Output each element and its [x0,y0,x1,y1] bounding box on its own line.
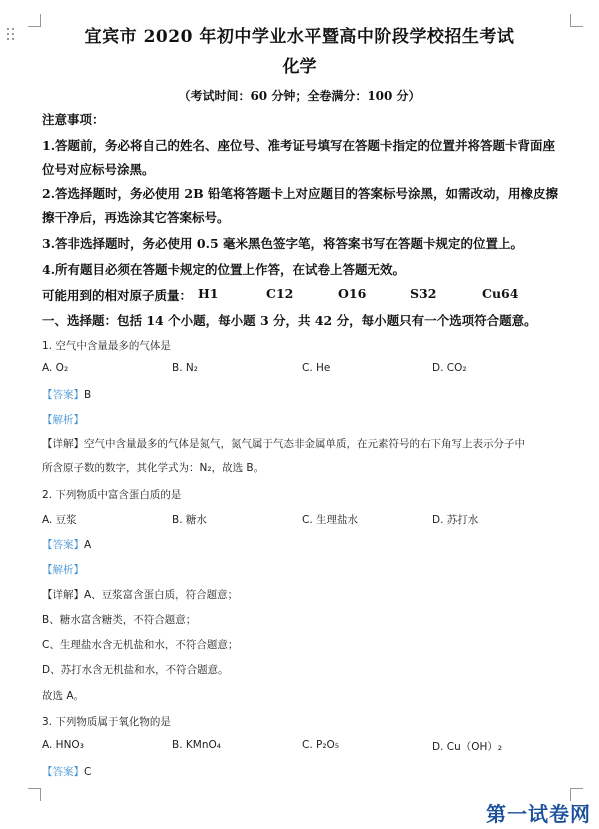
q2-analysis-tag: 【解析】 [42,564,84,576]
q2-option-a: A. 豆浆 [42,514,77,526]
detail-tag: 【详解】 [42,589,84,601]
q3-option-c: C. P₂O₅ [302,739,340,751]
q2-answer [42,537,91,552]
q3-option-a: A. HNO₃ [42,739,84,751]
watermark-logo: 第一试卷网 [486,802,591,826]
notes-heading: 注意事项： [42,112,105,127]
mass-c: C12 [266,286,294,301]
q1-answer-value: B [84,389,92,401]
q2-conclusion: 故选 A。 [42,690,85,702]
note-1-line-1: 1.答题前，务必将自己的姓名、座位号、准考证号填写在答题卡指定的位置并将答题卡背面座 [42,138,556,153]
detail-tag: 【详解】 [42,438,84,450]
note-2-line-1: 2.答选择题时，务必使用 2B 铅笔将答题卡上对应题目的答案标号涂黑，如需改动，用橡皮擦 [42,186,559,201]
note-4: 4.所有题目必须在答题卡规定的位置上作答，在试卷上答题无效。 [42,262,406,277]
q1-answer [42,387,91,402]
q2-option-c: C. 生理盐水 [302,514,359,526]
q1-option-d: D. CO₂ [432,362,467,374]
q3-answer [42,764,91,779]
mass-s: S32 [410,286,437,301]
subject-title: 化学 [282,57,317,77]
q1-stem: 1. 空气中含量最多的气体是 [42,340,171,352]
q1-option-a: A. O₂ [42,362,69,374]
q1-detail-line-1 [42,436,525,451]
answer-tag: 【答案】 [42,766,84,778]
q2-detail-line-1 [42,587,238,602]
q1-detail-line-2: 所含原子数的数字，其化学式为：N₂，故选 B。 [42,462,265,474]
note-1-line-2: 位号对应标号涂黑。 [42,162,155,177]
atomic-masses [42,286,192,304]
q3-answer-value: C [84,766,92,778]
section-heading: 一、选择题：包括 14 个小题，每小题 3 分，共 42 分，每小题只有一个选项符合题意。 [42,313,537,328]
note-3: 3.答非选择题时，务必使用 0.5 毫米黑色签字笔，将答案书写在答题卡规定的位置上。 [42,236,524,251]
q1-detail-text: 空气中含量最多的气体是氮气，氮气属于气态非金属单质，在元素符号的右下角写上表示分子中 [84,438,525,450]
answer-tag: 【答案】 [42,389,84,401]
q2-option-d: D. 苏打水 [432,514,479,526]
mass-o: O16 [338,286,367,301]
q3-stem: 3. 下列物质属于氧化物的是 [42,716,171,728]
q1-option-b: B. N₂ [172,362,198,374]
q2-stem: 2. 下列物质中富含蛋白质的是 [42,489,182,501]
exam-info: （考试时间：60 分钟；全卷满分：100 分） [178,89,421,103]
q2-answer-value: A [84,539,92,551]
q3-option-b: B. KMnO₄ [172,739,221,751]
note-2-line-2: 擦干净后，再选涂其它答案标号。 [42,210,230,225]
atomic-masses-label: 可能用到的相对原子质量： [42,288,193,303]
q1-analysis-tag: 【解析】 [42,414,84,426]
q3-option-d: D. Cu（OH）₂ [432,741,503,753]
q2-option-b: B. 糖水 [172,514,207,526]
mass-cu: Cu64 [482,286,519,301]
q2-detail-text: A、豆浆富含蛋白质，符合题意； [84,589,239,601]
q2-detail-line-b: B、糖水富含糖类，不符合题意； [42,614,197,626]
q1-option-c: C. He [302,362,331,374]
exam-title: 宜宾市 2020 年初中学业水平暨高中阶段学校招生考试 [84,27,515,47]
q2-detail-line-d: D、苏打水含无机盐和水，不符合题意。 [42,664,229,676]
crop-mark-bottom-left [28,788,41,801]
q2-detail-line-c: C、生理盐水含无机盐和水，不符合题意； [42,639,239,651]
mass-h: H1 [198,286,219,301]
answer-tag: 【答案】 [42,539,84,551]
